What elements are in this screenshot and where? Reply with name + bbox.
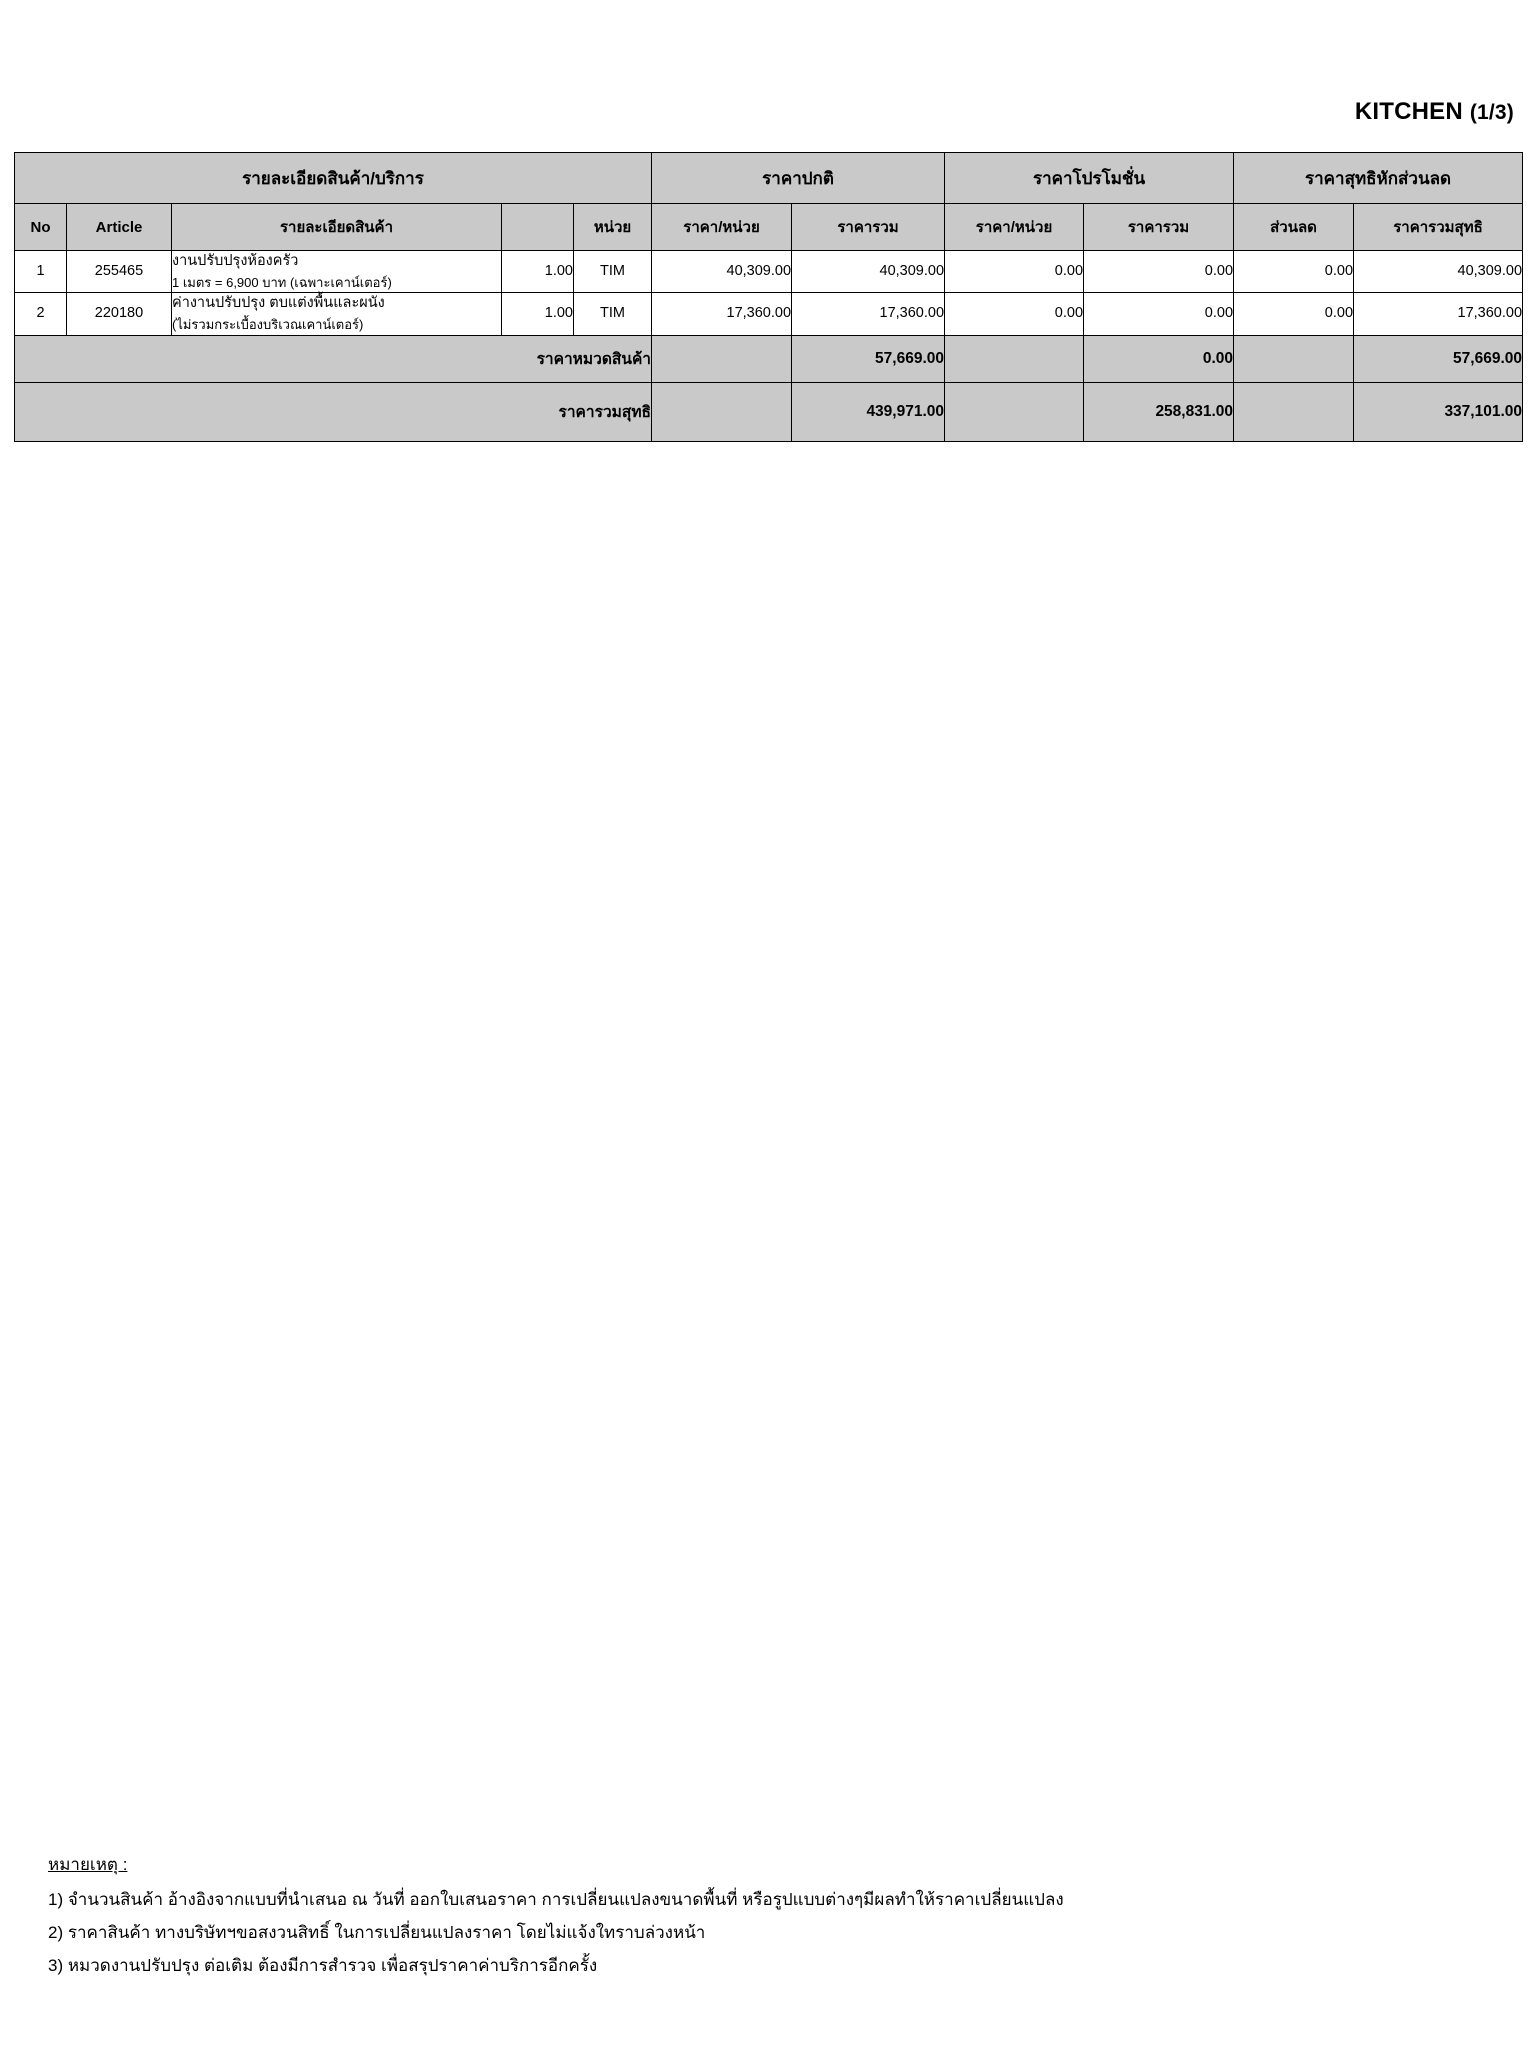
grand-total-net: 337,101.00 <box>1354 382 1523 441</box>
cell-unit: TIM <box>574 293 652 335</box>
notes-section <box>48 1848 1448 1983</box>
cell-discount: 0.00 <box>1234 293 1354 335</box>
cell-description-sub: (ไม่รวมกระเบื้องบริเวณเคาน์เตอร์) <box>172 317 364 332</box>
cell-article: 255465 <box>67 251 172 293</box>
header-article: Article <box>67 204 172 251</box>
cell-discount: 0.00 <box>1234 251 1354 293</box>
cell-qty: 1.00 <box>502 293 574 335</box>
cell-description <box>172 251 502 293</box>
table-row <box>15 251 1523 293</box>
page-title <box>1355 98 1514 126</box>
table-row <box>15 293 1523 335</box>
header-qty <box>502 204 574 251</box>
page-title-text: KITCHEN <box>1354 98 1463 125</box>
category-total-discount <box>1234 335 1354 382</box>
header-net-price: ราคาสุทธิหักส่วนลด <box>1234 153 1523 204</box>
cell-net-total: 40,309.00 <box>1354 251 1523 293</box>
cell-unit: TIM <box>574 251 652 293</box>
cell-promo-total: 0.00 <box>1084 251 1234 293</box>
note-item: 3) หมวดงานปรับปรุง ต่อเติม ต้องมีการสำรวจ เพื่อสรุปราคาค่าบริการอีกครั้ง <box>48 1956 598 1976</box>
category-total-net: 57,669.00 <box>1354 335 1523 382</box>
table-group-header-row <box>15 153 1523 204</box>
note-item: 2) ราคาสินค้า ทางบริษัทฯขอสงวนสิทธิ์ ในการเปลี่ยนแปลงราคา โดยไม่แจ้งใทราบล่วงหน้า <box>48 1923 706 1943</box>
header-normal-total: ราคารวม <box>792 204 945 251</box>
cell-promo-total: 0.00 <box>1084 293 1234 335</box>
category-total-row <box>15 335 1523 382</box>
header-discount: ส่วนลด <box>1234 204 1354 251</box>
header-normal-price: ราคาปกติ <box>652 153 945 204</box>
cell-promo-unit-price: 0.00 <box>945 293 1084 335</box>
header-unit: หน่วย <box>574 204 652 251</box>
header-promo-unit-price: ราคา/หน่วย <box>945 204 1084 251</box>
grand-total-normal: 439,971.00 <box>792 382 945 441</box>
table-sub-header-row <box>15 204 1523 251</box>
cell-no: 1 <box>15 251 67 293</box>
quotation-table <box>14 152 1523 442</box>
cell-net-total: 17,360.00 <box>1354 293 1523 335</box>
grand-total-normal-unit <box>652 382 792 441</box>
cell-promo-unit-price: 0.00 <box>945 251 1084 293</box>
header-promo-price: ราคาโปรโมชั่น <box>945 153 1234 204</box>
cell-description-sub: 1 เมตร = 6,900 บาท (เฉพาะเคาน์เตอร์) <box>172 274 392 290</box>
page-number: (1/3) <box>1469 101 1514 124</box>
category-total-normal-unit <box>652 335 792 382</box>
cell-qty: 1.00 <box>502 251 574 293</box>
header-no: No <box>15 204 67 251</box>
grand-total-promo-unit <box>945 382 1084 441</box>
cell-no: 2 <box>15 293 67 335</box>
cell-description-main: งานปรับปรุงห้องครัว <box>172 253 299 269</box>
header-promo-total: ราคารวม <box>1084 204 1234 251</box>
cell-normal-unit-price: 40,309.00 <box>652 251 792 293</box>
cell-normal-total: 40,309.00 <box>792 251 945 293</box>
cell-description <box>172 293 502 335</box>
grand-total-discount <box>1234 382 1354 441</box>
category-total-promo: 0.00 <box>1084 335 1234 382</box>
cell-description-main: ค่างานปรับปรุง ตบแต่งพื้นและผนัง <box>172 295 385 312</box>
note-item: 1) จำนวนสินค้า อ้างอิงจากแบบที่นำเสนอ ณ วันที่ ออกใบเสนอราคา การเปลี่ยนแปลงขนาดพื้นที่ หรือรูปแบบต่างๆมีผลทำให้ราคาเปลี่ยนแปลง <box>48 1890 1064 1910</box>
cell-normal-total: 17,360.00 <box>792 293 945 335</box>
header-normal-unit-price: ราคา/หน่วย <box>652 204 792 251</box>
cell-normal-unit-price: 17,360.00 <box>652 293 792 335</box>
notes-title: หมายเหตุ : <box>48 1855 128 1874</box>
category-total-promo-unit <box>945 335 1084 382</box>
grand-total-promo: 258,831.00 <box>1084 382 1234 441</box>
header-net-total: ราคารวมสุทธิ <box>1354 204 1523 251</box>
category-total-normal: 57,669.00 <box>792 335 945 382</box>
grand-total-label: ราคารวมสุทธิ <box>15 382 652 441</box>
header-details: รายละเอียดสินค้า/บริการ <box>15 153 652 204</box>
header-description: รายละเอียดสินค้า <box>172 204 502 251</box>
cell-article: 220180 <box>67 293 172 335</box>
grand-total-row <box>15 382 1523 441</box>
category-total-label: ราคาหมวดสินค้า <box>15 335 652 382</box>
